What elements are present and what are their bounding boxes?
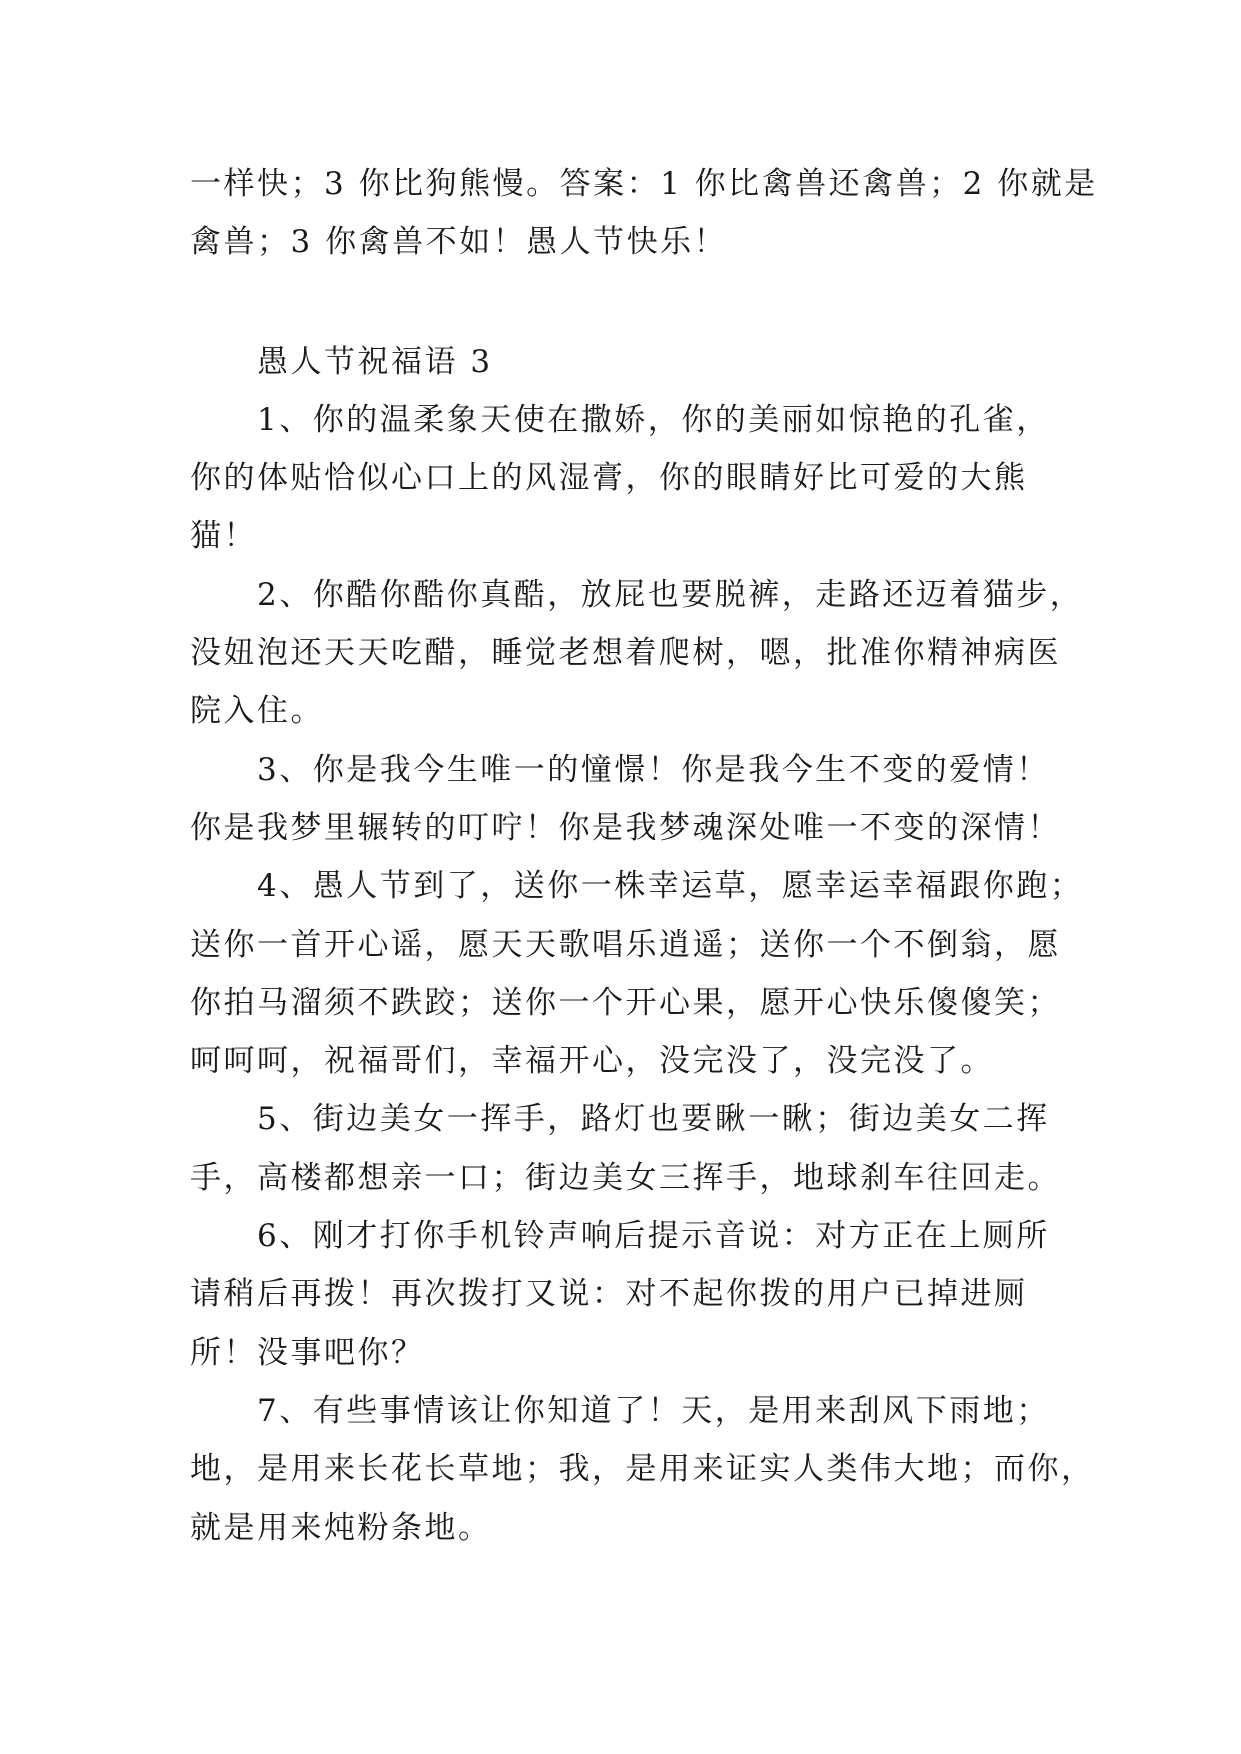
paragraph-line: 地，是用来长花长草地；我，是用来证实人类伟大地；而你， — [190, 1451, 1095, 1488]
continued-paragraph — [190, 155, 1150, 272]
paragraph-line: 一样快；3 你比狗熊慢。答案：1 你比禽兽还禽兽；2 你就是 — [190, 166, 1098, 202]
paragraph-line: 送你一首开心谣，愿天天歌唱乐逍遥；送你一个不倒翁，愿 — [190, 926, 1061, 963]
paragraph-line: 3、你是我今生唯一的憧憬！你是我今生不变的爱情！ — [257, 751, 1050, 788]
paragraph-line: 所！没事吧你？ — [190, 1334, 425, 1371]
paragraph-line: 7、有些事情该让你知道了！天，是用来刮风下雨地； — [257, 1392, 1050, 1429]
paragraph-line: 你拍马溜须不跌跤；送你一个开心果，愿开心快乐傻傻笑； — [190, 984, 1061, 1021]
paragraph-line: 1、你的温柔象天使在撒娇，你的美丽如惊艳的孔雀， — [257, 401, 1050, 438]
list-item — [190, 1090, 1150, 1207]
list-item — [190, 1382, 1150, 1557]
list-item — [190, 857, 1150, 1090]
paragraph-line: 请稍后再拨！再次拨打又说：对不起你拨的用户已掉进厕 — [190, 1276, 1028, 1313]
list-item — [190, 741, 1150, 858]
paragraph-line: 你是我梦里辗转的叮咛！你是我梦魂深处唯一不变的深情！ — [190, 809, 1061, 846]
paragraph-line: 没妞泡还天天吃醋，睡觉老想着爬树，嗯，批准你精神病医 — [190, 635, 1061, 672]
document-page — [190, 155, 1150, 1557]
paragraph-line: 手，高楼都想亲一口；街边美女三挥手，地球刹车往回走。 — [190, 1159, 1061, 1196]
paragraph-line: 就是用来炖粉条地。 — [190, 1509, 492, 1546]
paragraph-line: 呵呵呵，祝福哥们，幸福开心，没完没了，没完没了。 — [190, 1043, 994, 1080]
paragraph-line: 猫！ — [190, 518, 257, 555]
paragraph-line: 禽兽；3 你禽兽不如！愚人节快乐！ — [190, 224, 728, 261]
paragraph-line: 你的体贴恰似心口上的风湿膏，你的眼睛好比可爱的大熊 — [190, 460, 1028, 497]
paragraph-line: 院入住。 — [190, 693, 324, 730]
paragraph-line: 6、刚才打你手机铃声响后提示音说：对方正在上厕所 — [257, 1218, 1050, 1255]
paragraph-line: 5、街边美女一挥手，路灯也要瞅一瞅；街边美女二挥 — [257, 1101, 1050, 1138]
list-item — [190, 566, 1150, 741]
section-heading: 愚人节祝福语 3 — [257, 343, 493, 380]
paragraph-line: 4、愚人节到了，送你一株幸运草，愿幸运幸福跟你跑； — [257, 868, 1084, 905]
list-item — [190, 391, 1150, 566]
list-item — [190, 1207, 1150, 1382]
paragraph-line: 2、你酷你酷你真酷，放屁也要脱裤，走路还迈着猫步， — [257, 576, 1084, 613]
